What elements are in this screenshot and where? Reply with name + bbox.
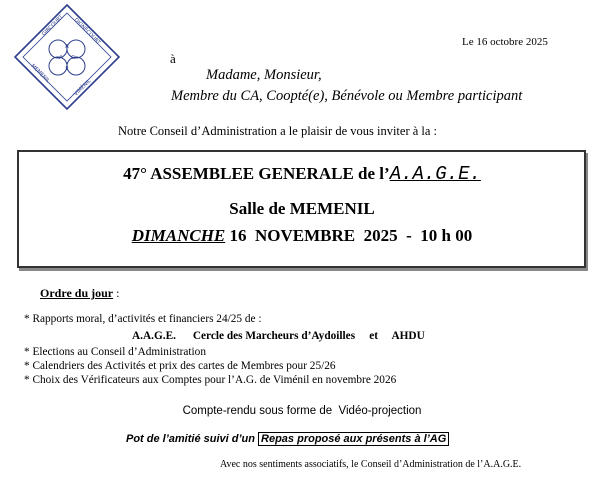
- aage-logo: [14, 4, 120, 110]
- logo-ring-text-4: VIMÉNIL: [73, 78, 93, 98]
- agenda-organisations: A.A.G.E. Cercle des Marcheurs d’Aydoilles et AHDU: [132, 330, 425, 342]
- invitation-intro: Notre Conseil d’Administration a le plaisir de vous inviter à la :: [118, 124, 438, 138]
- event-date-time: 16 NOVEMBRE 2025 - 10 h 00: [225, 226, 473, 245]
- venue: Salle de MEMENIL: [229, 199, 375, 218]
- logo-letter-2: A: [59, 55, 63, 61]
- agenda-item-calendars: * Calendriers des Activités et prix des cartes de Membres pour 25/26: [24, 360, 336, 372]
- agenda-heading-colon: :: [113, 286, 120, 300]
- agenda-item-auditors: * Choix des Vérificateurs aux Comptes pour l’A.G. de Viménil en novembre 2026: [24, 374, 397, 386]
- pot-amitie: [126, 433, 449, 445]
- title-connector: de l’: [358, 164, 390, 183]
- agenda-item-elections: * Elections au Conseil d’Administration: [24, 346, 206, 358]
- logo-ring-text-2: DIGNÉCOURT: [72, 17, 102, 46]
- address-line-2: Membre du CA, Coopté(e), Bénévole ou Membre participant: [171, 88, 523, 104]
- logo-ring-text-3: MEMENIL: [29, 63, 51, 85]
- signature: Avec nos sentiments associatifs, le Conseil d’Administration de l’A.A.G.E.: [220, 459, 522, 470]
- agenda-heading: [40, 286, 119, 301]
- logo-letter-1: A: [65, 44, 69, 50]
- repas-box: Repas proposé aux présents à l’AG: [258, 432, 449, 446]
- agenda-item-reports: * Rapports moral, d’activités et financiers 24/25 de :: [24, 313, 262, 325]
- event-datetime: [0, 226, 604, 246]
- video-projection-note: Compte-rendu sous forme de Vidéo-projection: [182, 405, 422, 417]
- agenda-heading-label: Ordre du jour: [40, 286, 114, 300]
- logo-letter-3: G: [71, 55, 75, 61]
- address-to: à: [170, 51, 176, 66]
- title-line-1: [0, 163, 604, 185]
- logo-ring-text-1: GIRCOURT: [41, 14, 65, 38]
- assembly-title: 47° ASSEMBLEE GENERALE: [123, 164, 354, 183]
- letter-date: Le 16 octobre 2025: [462, 36, 548, 48]
- aage-name: A.A.G.E.: [389, 163, 481, 185]
- logo-letter-4: E: [65, 66, 69, 72]
- pot-text: Pot de l’amitié suivi d’un: [126, 433, 259, 445]
- address-line-1: Madame, Monsieur,: [206, 67, 322, 83]
- event-day: DIMANCHE: [131, 226, 226, 245]
